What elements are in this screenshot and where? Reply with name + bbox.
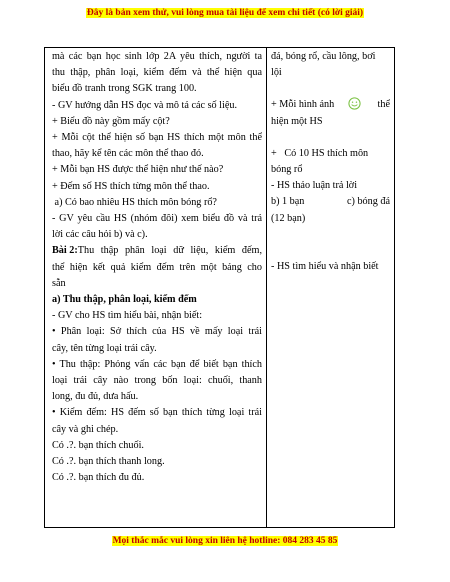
text-line: + Đếm số HS thích từng môn thể thao. xyxy=(52,180,210,192)
preview-banner-text: Đây là bản xem thử, vui lòng mua tài liệu để xem chi tiết (có lời giải) xyxy=(86,8,364,18)
text-line: (12 bạn) xyxy=(271,212,306,224)
text-line: + Biểu đồ này gồm mấy cột? xyxy=(52,115,170,127)
text-line: bóng rổ xyxy=(271,164,303,176)
text-line: + Có 10 HS thích môn xyxy=(271,147,369,159)
text-line: - HS thảo luận trả lời xyxy=(271,180,358,192)
text-line: • Thu thập: Phỏng vấn các bạn để biết bạn thích xyxy=(52,358,262,370)
hotline-text: Mọi thắc mắc vui lòng xin liên hệ hotline: 084 283 45 85 xyxy=(112,536,338,546)
spacer xyxy=(271,243,390,259)
text-line: lội xyxy=(271,67,282,79)
text-line: Có .?. bạn thích thanh long. xyxy=(52,456,165,468)
text-line: Thu thập phân loại dữ liệu, kiểm đếm, xyxy=(77,245,262,257)
text-line: • Phân loại: Sở thích của HS về mấy loại trái xyxy=(52,326,262,338)
text-line: lời các câu hỏi b) và c). xyxy=(52,229,148,241)
text-line: hiện một HS xyxy=(271,115,323,127)
text-line: thể xyxy=(377,99,390,111)
answer-c: c) bóng đá xyxy=(347,196,390,208)
text-line: đá, bóng rổ, cầu lông, bơi xyxy=(271,51,376,62)
text-line: loại trái cây nào trong bốn loại: chuối, thanh xyxy=(52,375,262,387)
text-line: Có .?. bạn thích chuối. xyxy=(52,439,144,451)
text-line: long, đu đủ, dưa hấu. xyxy=(52,391,139,403)
text-line: cây và ghi chép. xyxy=(52,423,119,435)
text-line: mà các bạn học sinh lớp 2A yêu thích, người ta xyxy=(52,51,262,62)
text-line: + Mỗi bạn HS được thể hiện như thế nào? xyxy=(52,164,224,176)
student-activities-column xyxy=(267,48,394,527)
spacer xyxy=(271,227,390,243)
text-line: Có .?. bạn thích đu đủ. xyxy=(52,472,145,484)
text-line: - GV yêu cầu HS (nhóm đôi) xem biểu đồ và trả xyxy=(52,213,262,225)
smiley-line xyxy=(271,97,390,113)
preview-banner xyxy=(0,8,450,18)
spacer xyxy=(271,130,390,146)
text-line: + Mỗi hình ảnh xyxy=(271,99,335,111)
bai2-line xyxy=(52,243,262,259)
text-line: a) Có bao nhiêu HS thích môn bóng rổ? xyxy=(52,196,217,208)
text-line: thu thập, phân loại, kiểm đếm và thể hiện qua xyxy=(52,67,262,79)
hotline-banner xyxy=(0,536,450,546)
text-line: biểu đồ tranh trong SGK trang 100. xyxy=(52,83,197,95)
text-line: - GV cho HS tìm hiểu bài, nhận biết: xyxy=(52,310,203,322)
lesson-table xyxy=(44,47,395,528)
text-line: sẵn xyxy=(52,277,66,289)
text-line: - HS tìm hiểu và nhận biết xyxy=(271,260,379,272)
answer-b: b) 1 bạn xyxy=(271,196,305,208)
text-line: + Mỗi cột thể hiện số bạn HS thích một môn thể xyxy=(52,132,262,144)
smiley-face-icon xyxy=(348,97,361,110)
answer-line xyxy=(271,194,390,210)
spacer xyxy=(271,81,390,97)
teacher-activities-column xyxy=(45,48,267,527)
text-line: thể hiện kết quả kiểm đếm trên một bảng cho xyxy=(52,261,262,273)
text-line: thao, hãy kể tên các môn thể thao đó. xyxy=(52,148,204,160)
bai2-label: Bài 2: xyxy=(52,245,78,257)
text-line: • Kiểm đếm: HS đếm số bạn thích từng loại trái xyxy=(52,407,262,419)
text-line: - GV hướng dẫn HS đọc và mô tả các số liệu. xyxy=(52,99,238,111)
text-line: cây, tên từng loại trái cây. xyxy=(52,342,157,354)
section-a-heading: a) Thu thập, phân loại, kiểm đếm xyxy=(52,294,197,306)
